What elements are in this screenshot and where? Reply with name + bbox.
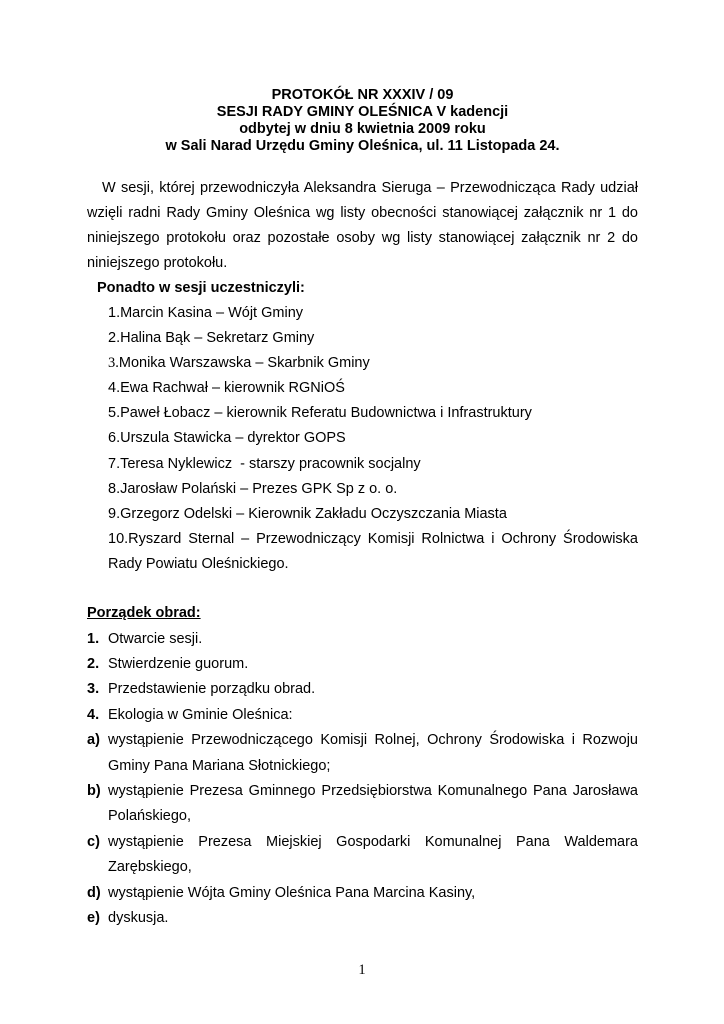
agenda-item xyxy=(87,652,638,677)
participant-number: 9. xyxy=(108,505,121,522)
agenda-subitem xyxy=(87,906,638,931)
agenda-text: Stwierdzenie guorum. xyxy=(108,656,249,673)
agenda-subitem-continuation: Polańskiego, xyxy=(108,808,192,825)
agenda-section xyxy=(87,601,638,931)
participants-heading: Ponadto w sesji uczestniczyli: xyxy=(97,279,305,296)
document-page xyxy=(87,0,638,1024)
document-header xyxy=(87,87,638,155)
agenda-item xyxy=(87,677,638,702)
protocol-title: PROTOKÓŁ NR XXXIV / 09 xyxy=(271,87,454,103)
agenda-number: 1. xyxy=(87,630,100,647)
agenda-subitem xyxy=(87,830,638,855)
participant-text: Monika Warszawska – Skarbnik Gminy xyxy=(118,355,370,372)
attendance-section xyxy=(87,176,638,578)
agenda-text: Otwarcie sesji. xyxy=(108,630,203,647)
participant-text: Grzegorz Odelski – Kierownik Zakładu Oczyszczania Miasta xyxy=(120,505,507,522)
session-title: SESJI RADY GMINY OLEŚNICA V kadencji xyxy=(216,104,509,120)
participant-item xyxy=(87,326,638,351)
agenda-number: 2. xyxy=(87,656,100,673)
agenda-text: wystąpienie Wójta Gminy Oleśnica Pana Marcina Kasiny, xyxy=(108,884,476,901)
intro-line: niniejszego protokołu oraz pozostałe osoby wg listy stanowiącej załącznik nr 2 do xyxy=(87,229,638,246)
intro-paragraph xyxy=(87,176,638,276)
agenda-subitem xyxy=(87,881,638,906)
agenda-list xyxy=(87,627,638,932)
agenda-heading: Porządek obrad: xyxy=(87,605,201,622)
agenda-letter: b) xyxy=(87,783,101,800)
participant-item xyxy=(87,401,638,426)
participants-list xyxy=(87,301,638,577)
participant-number: 3. xyxy=(108,355,119,372)
participant-text: Teresa Nyklewicz - starszy pracownik socjalny xyxy=(120,455,421,472)
agenda-text: dyskusja. xyxy=(108,909,169,926)
participant-text: Jarosław Polański – Prezes GPK Sp z o. o. xyxy=(120,480,398,497)
participant-item xyxy=(87,452,638,477)
participant-number: 8. xyxy=(108,480,121,497)
participant-number: 4. xyxy=(108,380,121,397)
participant-text: Rady Powiatu Oleśnickiego. xyxy=(108,555,289,572)
agenda-text: Przedstawienie porządku obrad. xyxy=(108,681,316,698)
agenda-number: 3. xyxy=(87,681,100,698)
participant-number: 1. xyxy=(108,304,121,321)
agenda-item xyxy=(87,627,638,652)
agenda-subitem-continuation: Zarębskiego, xyxy=(108,859,192,876)
session-location: w Sali Narad Urzędu Gminy Oleśnica, ul. 11 Listopada 24. xyxy=(165,138,560,154)
agenda-number: 4. xyxy=(87,706,100,723)
participant-text: Halina Bąk – Sekretarz Gminy xyxy=(120,330,315,347)
participant-text: Ryszard Sternal – Przewodniczący Komisji Rolnictwa i Ochrony Środowiska xyxy=(128,530,638,547)
agenda-letter: d) xyxy=(87,884,101,901)
participant-item xyxy=(87,301,638,326)
agenda-text: wystąpienie Prezesa Gminnego Przedsiębiorstwa Komunalnego Pana Jarosława xyxy=(108,783,638,800)
agenda-text: wystąpienie Przewodniczącego Komisji Rolnej, Ochrony Środowiska i Rozwoju xyxy=(108,732,638,749)
participant-item xyxy=(87,502,638,527)
session-date: odbytej w dniu 8 kwietnia 2009 roku xyxy=(239,121,486,137)
agenda-subitem xyxy=(87,779,638,804)
participant-text: Marcin Kasina – Wójt Gminy xyxy=(120,304,304,321)
participant-item xyxy=(87,426,638,451)
participant-number: 7. xyxy=(108,455,121,472)
intro-line: W sesji, której przewodniczyła Aleksandra Sieruga – Przewodnicząca Rady udział xyxy=(102,179,638,196)
participant-text: Urszula Stawicka – dyrektor GOPS xyxy=(120,430,346,447)
participant-number: 5. xyxy=(108,405,121,422)
intro-line: niniejszego protokołu. xyxy=(87,254,228,271)
participant-text: Ewa Rachwał – kierownik RGNiOŚ xyxy=(120,380,345,397)
participant-item xyxy=(87,527,638,552)
agenda-letter: a) xyxy=(87,732,100,749)
participant-number: 6. xyxy=(108,430,121,447)
participant-number: 10. xyxy=(108,530,129,547)
participant-text: Paweł Łobacz – kierownik Referatu Budownictwa i Infrastruktury xyxy=(120,405,532,422)
participant-item xyxy=(87,477,638,502)
intro-line: wzięli radni Rady Gminy Oleśnica wg listy obecności stanowiącej załącznik nr 1 do xyxy=(87,204,638,221)
page-number: 1 xyxy=(358,962,366,978)
participant-item xyxy=(87,351,638,376)
agenda-text: Ekologia w Gminie Oleśnica: xyxy=(108,706,293,723)
agenda-item xyxy=(87,703,638,728)
agenda-subitem xyxy=(87,728,638,753)
agenda-text: wystąpienie Prezesa Miejskiej Gospodarki Komunalnej Pana Waldemara xyxy=(108,833,638,850)
participant-number: 2. xyxy=(108,330,121,347)
agenda-letter: c) xyxy=(87,833,100,850)
participant-item-continuation xyxy=(87,552,638,577)
participant-item xyxy=(87,376,638,401)
agenda-letter: e) xyxy=(87,909,100,926)
agenda-subitem-continuation: Gminy Pana Mariana Słotnickiego; xyxy=(108,757,331,774)
